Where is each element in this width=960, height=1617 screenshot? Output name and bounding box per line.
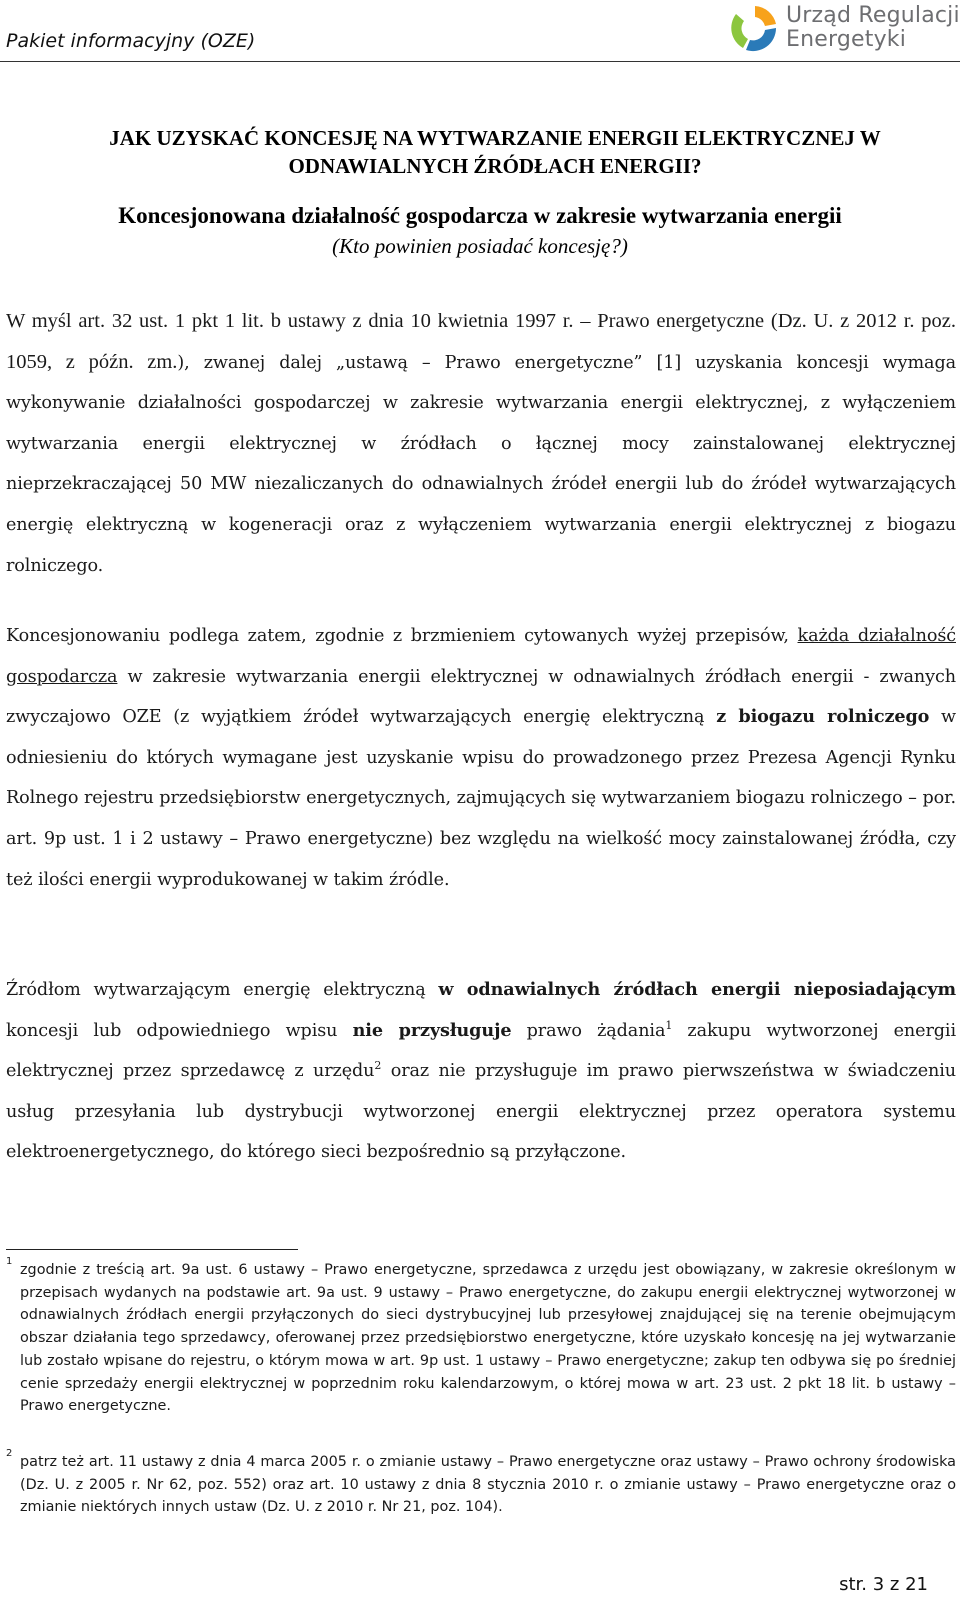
paragraph-2 <box>6 616 956 900</box>
paragraph-2-text-1: Koncesjonowaniu podlega zatem, zgodnie z brzmieniem cytowanych wyżej przepisów, <box>6 626 798 646</box>
paragraph-3 <box>6 970 956 1173</box>
paragraph-2-underlined: każda działalność gospodarcza <box>6 626 956 687</box>
ure-logo-icon <box>728 2 782 56</box>
paragraph-3-bold-2: nie przysługuje <box>352 1019 512 1041</box>
section-question: (Kto powinien posiadać koncesję?) <box>332 234 628 258</box>
paragraph-3-text-4: zakupu wytworzonej energii elektrycznej przez sprzedawcę z urzędu <box>6 1020 956 1082</box>
footnote-1-mark: 1 <box>6 1256 13 1267</box>
footnote-divider <box>6 1249 298 1250</box>
paragraph-1-legal-basis: W myśl art. 32 ust. 1 pkt 1 lit. b ustawy z dnia 10 kwietnia 1997 r. – Prawo energetyczne (Dz. U. z 2012 r. poz. 1059, z późn. zm. <box>6 310 956 373</box>
page-number: str. 3 z 21 <box>839 1574 928 1595</box>
paragraph-3-text-5: oraz nie przysługuje im prawo pierwszeństwa w świadczeniu usług przesyłania lub dystrybucji wytworzonej energii elektrycznej przez operatora systemu elektroenergetycznego, do którego sieci bezpośrednio są przyłączone. <box>6 1061 956 1163</box>
paragraph-1 <box>6 301 956 586</box>
logo-line-2: Energetyki <box>786 27 907 52</box>
page-header <box>0 0 960 60</box>
paragraph-2-text-3: w odniesieniu do których wymagane jest uzyskanie wpisu do prowadzonego przez Prezesa Agencji Rynku Rolnego rejestru przedsiębiorstw energetycznych, zajmujących się wytwarzaniem biogazu rolniczego – por. art. 9p ust. 1 i 2 ustawy – Prawo energetyczne) bez względu na wielkość mocy zainstalowanej źródła, czy też ilości energii wyprodukowanej w takim źródle. <box>6 707 957 890</box>
logo-text <box>786 4 960 52</box>
document-title: Pakiet informacyjny (OZE) <box>6 30 256 52</box>
paragraph-3-text-1: Źródłom wytwarzającym energię elektryczną <box>6 980 439 1000</box>
footnote-2-text: patrz też art. 11 ustawy z dnia 4 marca 2005 r. o zmianie ustawy – Prawo energetyczne oraz ustawy – Prawo ochrony środowiska (Dz. U. z 2005 r. Nr 62, poz. 552) oraz art. 10 ustawy z dnia 8 stycznia 2010 r. o zmianie ustawy – Prawo energetyczne oraz o zmianie niektórych innych ustaw (Dz. U. z 2010 r. Nr 21, poz. 104). <box>20 1454 956 1516</box>
logo-line-1: Urząd Regulacji <box>786 3 960 28</box>
footnote-ref-2[interactable]: 2 <box>374 1059 382 1073</box>
footnote-ref-1[interactable]: 1 <box>665 1018 673 1032</box>
section-heading: Koncesjonowana działalność gospodarcza w zakresie wytwarzania energii <box>118 203 842 228</box>
paragraph-3-text-3: prawo żądania <box>511 1020 666 1041</box>
paragraph-1-body: ), zwanej dalej „ustawą – Prawo energetyczne” [1] uzyskania koncesji wymaga wykonywanie działalności gospodarczej w zakresie wytwarzania energii elektrycznej, z wyłączeniem wytwarzania energii elektrycznej w źródłach o łącznej mocy zainstalowanej elektrycznej nieprzekraczającej 50 MW niezaliczanych do odnawialnych źródeł energii lub do źródeł wytwarzających energię elektryczną w kogeneracji oraz z wyłączeniem wytwarzania energii elektrycznej z biogazu rolniczego. <box>6 352 956 576</box>
paragraph-2-text-2: w zakresie wytwarzania energii elektrycznej w odnawialnych źródłach energii - zwanych zwyczajowo OZE (z wyjątkiem źródeł wytwarzających energię elektryczną <box>6 666 956 728</box>
footnote-2 <box>6 1448 956 1519</box>
footnote-2-mark: 2 <box>6 1448 13 1459</box>
paragraph-2-bold: z biogazu rolniczego <box>716 706 930 728</box>
header-divider <box>0 61 960 62</box>
ure-logo <box>728 2 960 56</box>
paragraph-3-bold-1: w odnawialnych źródłach energii nieposiadającym <box>438 979 956 1000</box>
footnote-1-text: zgodnie z treścią art. 9a ust. 6 ustawy – Prawo energetyczne, sprzedawca z urzędu jest obowiązany, w zakresie określonym w przepisach wydanych na podstawie art. 9a ust. 9 ustawy – Prawo energetyczne, do zakupu energii elektrycznej wytworzonej w odnawialnych źródłach energii przyłączonych do sieci dystrybucyjnej lub przesyłowej znajdującej się na terenie obejmującym obszar działania tego sprzedawcy, oferowanej przez przedsiębiorstwo energetyczne, które uzyskało koncesję na jej wytwarzanie lub zostało wpisane do rejestru, o którym mowa w art. 9p ust. 1 ustawy – Prawo energetyczne; zakup ten odbywa się po średniej cenie sprzedaży energii elektrycznej w poprzednim roku kalendarzowym, o której mowa w art. 23 ust. 2 pkt 18 lit. b ustawy – Prawo energetyczne. <box>20 1262 956 1415</box>
main-heading: JAK UZYSKAĆ KONCESJĘ NA WYTWARZANIE ENERGII ELEKTRYCZNEJ W ODNAWIALNYCH ŹRÓDŁACH ENERGII? <box>109 126 881 178</box>
paragraph-3-text-2: koncesji lub odpowiedniego wpisu <box>6 1020 353 1041</box>
footnote-1 <box>6 1256 956 1418</box>
